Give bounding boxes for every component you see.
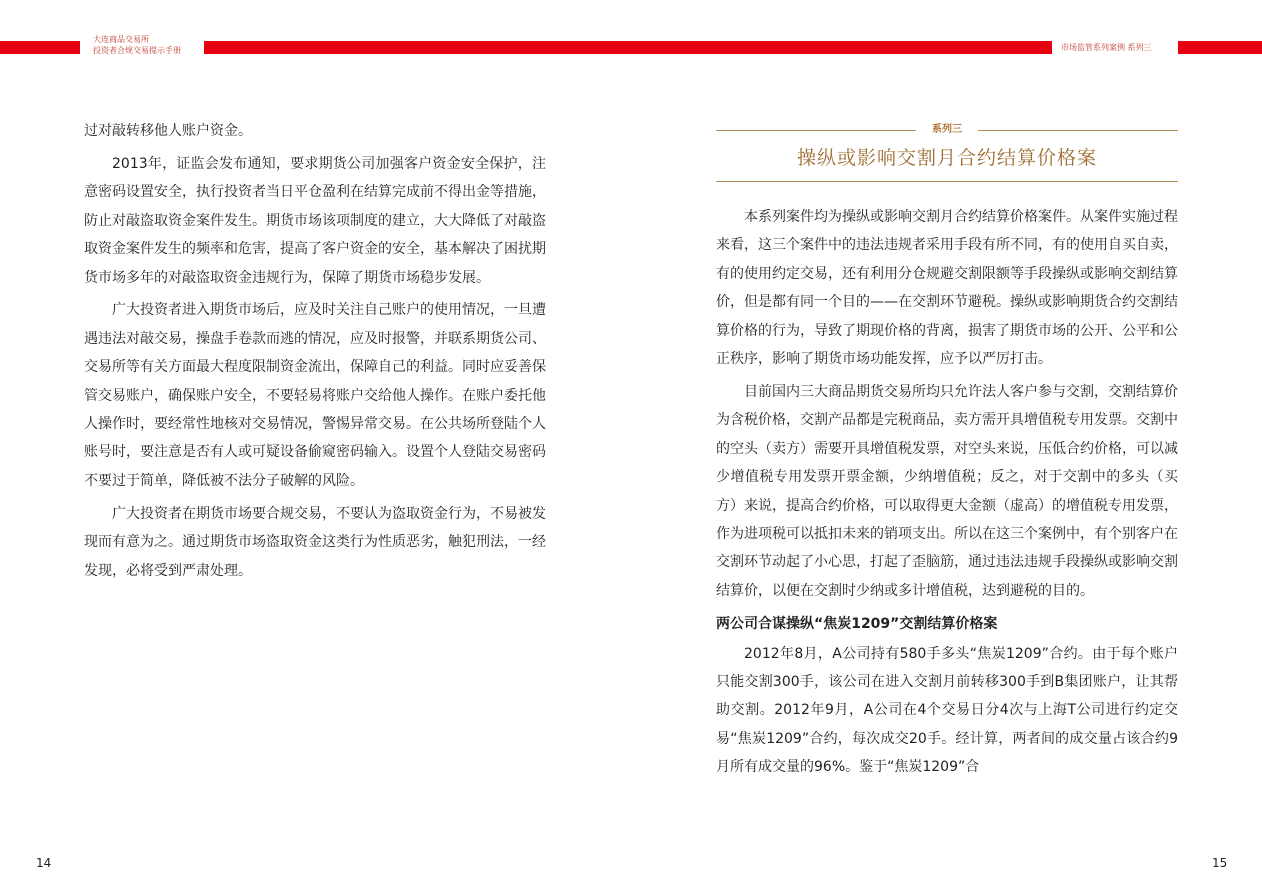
header-publication <box>93 34 181 56</box>
header-exchange-name: 大连商品交易所 <box>93 35 149 44</box>
paragraph: 过对敲转移他人账户资金。 <box>84 123 252 139</box>
paragraph: 目前国内三大商品期货交易所均只允许法人客户参与交割，交割结算价为含税价格，交割产品都是完税商品，卖方需开具增值税专用发票。交割中的空头（卖方）需要开具增值税发票，对空头来说，压低合约价格，可以减少增值税专用发票开票金额，少纳增值税；反之，对于交割中的多头（买方）来说，提高合约价格，可以取得更大金额（虚高）的增值税专用发票，作为进项税可以抵扣未来的销项支出。所以在这三个案例中，有个别客户在交割环节动起了小心思，打起了歪脑筋，通过违法违规手段操纵或影响交割结算价，以便在交割时少纳或多计增值税，达到避税的目的。 <box>716 383 1178 599</box>
paragraph: 广大投资者进入期货市场后，应及时关注自己账户的使用情况，一旦遭遇违法对敲交易，操盘手卷款而逃的情况，应及时报警，并联系期货公司、交易所等有关方面最大程度限制资金流出，保障自己的利益。同时应妥善保管交易账户，确保账户安全，不要轻易将账户交给他人操作。在账户委托他人操作时，要经常性地核对交易情况，警惕异常交易。在公共场所登陆个人账号时，要注意是否有人或可疑设备偷窥密码输入。设置个人登陆交易密码不要过于简单，降低被不法分子破解的风险。 <box>84 302 546 489</box>
case-heading: 两公司合谋操纵“焦炭1209”交割结算价格案 <box>716 616 998 633</box>
page-number-right: 15 <box>1212 856 1228 870</box>
series-heading <box>716 122 1178 138</box>
series-rule-left <box>716 130 916 131</box>
left-page-body <box>84 117 546 585</box>
header-bar-right <box>1178 41 1262 54</box>
section-title: 操纵或影响交割月合约结算价格案 <box>796 147 1097 169</box>
paragraph: 2012年8月，A公司持有580手多头“焦炭1209”合约。由于每个账户只能交割300手，该公司在进入交割月前转移300手到B集团账户，让其帮助交割。2012年9月，A公司在4个交易日分4次与上海T公司进行约定交易“焦炭1209”合约，每次成交20手。经计算，两者间的成交量占该合约9月所有成交量的96%。鉴于“焦炭1209”合 <box>716 645 1178 776</box>
header-manual-title: 投资者合规交易提示手册 <box>93 46 181 55</box>
header-bar-left <box>0 41 80 54</box>
header-series-tag: 市场监管系列案例 系列三 <box>1061 43 1152 52</box>
section-divider <box>716 181 1178 182</box>
paragraph: 广大投资者在期货市场要合规交易，不要认为盗取资金行为，不易被发现而有意为之。通过期货市场盗取资金这类行为性质恶劣，触犯刑法，一经发现，必将受到严肃处理。 <box>84 505 546 579</box>
paragraph: 本系列案件均为操纵或影响交割月合约结算价格案件。从案件实施过程来看，这三个案件中的违法违规者采用手段有所不同，有的使用自买自卖，有的使用约定交易，还有利用分仓规避交割限额等手段操纵或影响交割结算价，但是都有同一个目的——在交割环节避税。操纵或影响期货合约交割结算价格的行为，导致了期现价格的背离，损害了期货市场的公开、公平和公正秩序，影响了期货市场功能发挥，应予以严厉打击。 <box>716 209 1178 368</box>
series-rule-right <box>978 130 1178 131</box>
header-bar-center <box>204 41 1052 54</box>
page-number-left: 14 <box>36 856 52 870</box>
right-page-body <box>716 203 1178 782</box>
series-label: 系列三 <box>932 124 962 135</box>
paragraph: 2013年，证监会发布通知，要求期货公司加强客户资金安全保护，注意密码设置安全，执行投资者当日平仓盈利在结算完成前不得出金等措施，防止对敲盗取资金案件发生。期货市场该项制度的建立，大大降低了对敲盗取资金案件发生的频率和危害，提高了客户资金的安全，基本解决了困扰期货市场多年的对敲盗取资金违规行为，保障了期货市场稳步发展。 <box>84 155 546 286</box>
